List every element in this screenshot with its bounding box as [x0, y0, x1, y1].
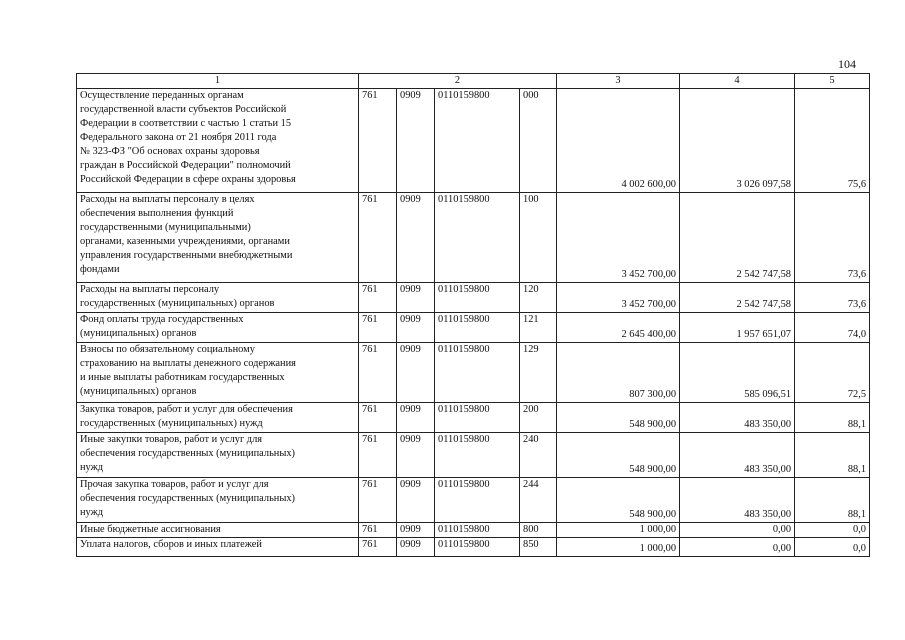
approved-amount: 548 900,00: [557, 433, 680, 478]
executed-amount: 1 957 651,07: [680, 313, 795, 343]
target-article-code: 0110159800: [435, 403, 520, 433]
description-line: нужд: [80, 507, 104, 518]
admin-code: 761: [359, 193, 397, 283]
description-line: Осуществление переданных органам: [80, 90, 244, 101]
target-article-code: 0110159800: [435, 538, 520, 557]
table-row: [77, 523, 870, 538]
executed-amount: 585 096,51: [680, 343, 795, 403]
expense-type-code: 120: [520, 283, 557, 313]
execution-percent: 73,6: [795, 193, 870, 283]
admin-code: 761: [359, 478, 397, 523]
target-article-code: 0110159800: [435, 523, 520, 538]
expense-type-code: 121: [520, 313, 557, 343]
row-description: [77, 403, 359, 433]
admin-code: 761: [359, 343, 397, 403]
approved-amount: 1 000,00: [557, 538, 680, 557]
description-line: страхованию на выплаты денежного содержания: [80, 358, 296, 369]
table-row: [77, 538, 870, 557]
section-code: 0909: [397, 89, 435, 193]
row-description: [77, 89, 359, 193]
page-number: 104: [838, 57, 856, 71]
executed-amount: 0,00: [680, 538, 795, 557]
row-description: [77, 313, 359, 343]
target-article-code: 0110159800: [435, 89, 520, 193]
expense-type-code: 200: [520, 403, 557, 433]
description-line: обеспечения государственных (муниципальных): [80, 493, 296, 504]
admin-code: 761: [359, 89, 397, 193]
header-col-4: 4: [680, 74, 795, 89]
admin-code: 761: [359, 403, 397, 433]
description-line: государственных (муниципальных) нужд: [80, 418, 263, 429]
section-code: 0909: [397, 403, 435, 433]
admin-code: 761: [359, 433, 397, 478]
description-line: Федерального закона от 21 ноября 2011 года: [80, 132, 277, 143]
description-line: граждан в Российской Федерации" полномочий: [80, 160, 291, 171]
expense-type-code: 000: [520, 89, 557, 193]
description-line: № 323-ФЗ "Об основах охраны здоровья: [80, 146, 260, 157]
section-code: 0909: [397, 433, 435, 478]
description-line: государственной власти субъектов Российской: [80, 104, 287, 115]
description-line: фондами: [80, 264, 120, 275]
section-code: 0909: [397, 478, 435, 523]
target-article-code: 0110159800: [435, 433, 520, 478]
description-line: органами, казенными учреждениями, органами: [80, 236, 290, 247]
section-code: 0909: [397, 538, 435, 557]
execution-percent: 88,1: [795, 433, 870, 478]
description-line: управления государственными внебюджетными: [80, 250, 293, 261]
expense-type-code: 129: [520, 343, 557, 403]
target-article-code: 0110159800: [435, 478, 520, 523]
approved-amount: 2 645 400,00: [557, 313, 680, 343]
description-line: Российской Федерации в сфере охраны здоровья: [80, 174, 296, 185]
executed-amount: 483 350,00: [680, 403, 795, 433]
header-col-5: 5: [795, 74, 870, 89]
executed-amount: 3 026 097,58: [680, 89, 795, 193]
row-description: [77, 343, 359, 403]
budget-table: [76, 73, 870, 557]
target-article-code: 0110159800: [435, 343, 520, 403]
table-row: [77, 433, 870, 478]
executed-amount: 0,00: [680, 523, 795, 538]
approved-amount: 548 900,00: [557, 478, 680, 523]
target-article-code: 0110159800: [435, 313, 520, 343]
table-row: [77, 193, 870, 283]
execution-percent: 0,0: [795, 523, 870, 538]
admin-code: 761: [359, 283, 397, 313]
executed-amount: 483 350,00: [680, 478, 795, 523]
description-line: государственных (муниципальных) органов: [80, 298, 275, 309]
expense-type-code: 240: [520, 433, 557, 478]
description-line: (муниципальных) органов: [80, 328, 197, 339]
execution-percent: 0,0: [795, 538, 870, 557]
execution-percent: 72,5: [795, 343, 870, 403]
executed-amount: 2 542 747,58: [680, 283, 795, 313]
admin-code: 761: [359, 538, 397, 557]
table-row: [77, 403, 870, 433]
section-code: 0909: [397, 343, 435, 403]
description-line: Расходы на выплаты персоналу в целях: [80, 194, 255, 205]
description-line: нужд: [80, 462, 104, 473]
header-col-3: 3: [557, 74, 680, 89]
table-row: [77, 89, 870, 193]
execution-percent: 88,1: [795, 478, 870, 523]
description-line: обеспечения выполнения функций: [80, 208, 234, 219]
admin-code: 761: [359, 313, 397, 343]
table-header-row: [77, 74, 870, 89]
row-description: [77, 283, 359, 313]
approved-amount: 4 002 600,00: [557, 89, 680, 193]
table-row: [77, 343, 870, 403]
description-line: Прочая закупка товаров, работ и услуг для: [80, 479, 269, 490]
table-row: [77, 478, 870, 523]
section-code: 0909: [397, 193, 435, 283]
approved-amount: 548 900,00: [557, 403, 680, 433]
execution-percent: 73,6: [795, 283, 870, 313]
description-line: (муниципальных) органов: [80, 386, 197, 397]
expense-type-code: 800: [520, 523, 557, 538]
description-line: Фонд оплаты труда государственных: [80, 314, 244, 325]
row-description: [77, 433, 359, 478]
admin-code: 761: [359, 523, 397, 538]
expense-type-code: 100: [520, 193, 557, 283]
description-line: Уплата налогов, сборов и иных платежей: [80, 539, 262, 550]
header-col-1: 1: [77, 74, 359, 89]
table-row: [77, 283, 870, 313]
target-article-code: 0110159800: [435, 193, 520, 283]
expense-type-code: 244: [520, 478, 557, 523]
execution-percent: 74,0: [795, 313, 870, 343]
table-body: [77, 89, 870, 557]
description-line: государственными (муниципальными): [80, 222, 251, 233]
executed-amount: 483 350,00: [680, 433, 795, 478]
execution-percent: 75,6: [795, 89, 870, 193]
table-row: [77, 313, 870, 343]
description-line: Федерации в соответствии с частью 1 статьи 15: [80, 118, 292, 129]
section-code: 0909: [397, 523, 435, 538]
approved-amount: 3 452 700,00: [557, 283, 680, 313]
row-description: [77, 523, 359, 538]
row-description: [77, 538, 359, 557]
description-line: Расходы на выплаты персоналу: [80, 284, 220, 295]
expense-type-code: 850: [520, 538, 557, 557]
target-article-code: 0110159800: [435, 283, 520, 313]
description-line: и иные выплаты работникам государственных: [80, 372, 285, 383]
header-col-2: 2: [359, 74, 557, 89]
approved-amount: 1 000,00: [557, 523, 680, 538]
execution-percent: 88,1: [795, 403, 870, 433]
description-line: Иные закупки товаров, работ и услуг для: [80, 434, 263, 445]
row-description: [77, 193, 359, 283]
description-line: Закупка товаров, работ и услуг для обеспечения: [80, 404, 293, 415]
approved-amount: 3 452 700,00: [557, 193, 680, 283]
description-line: Взносы по обязательному социальному: [80, 344, 255, 355]
row-description: [77, 478, 359, 523]
approved-amount: 807 300,00: [557, 343, 680, 403]
description-line: обеспечения государственных (муниципальных): [80, 448, 296, 459]
section-code: 0909: [397, 283, 435, 313]
executed-amount: 2 542 747,58: [680, 193, 795, 283]
section-code: 0909: [397, 313, 435, 343]
description-line: Иные бюджетные ассигнования: [80, 524, 221, 535]
